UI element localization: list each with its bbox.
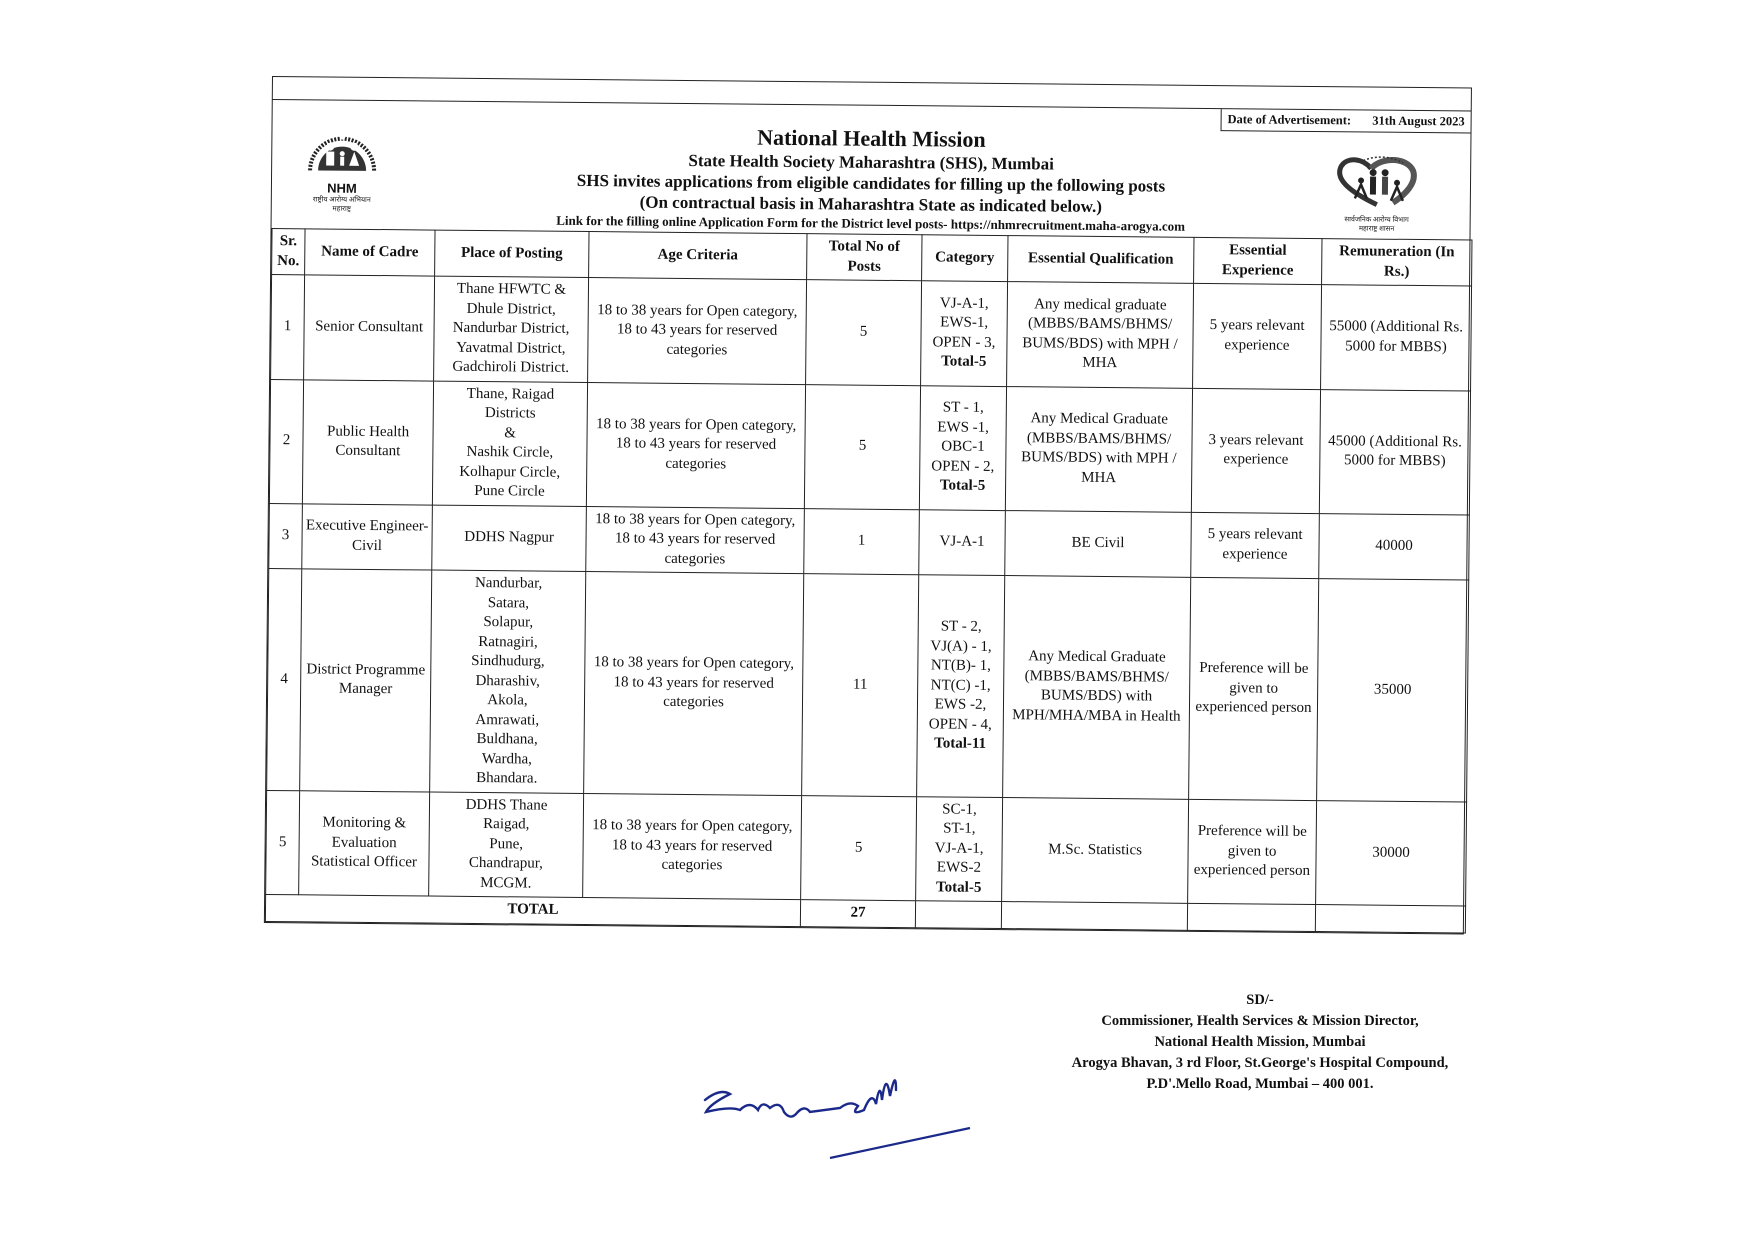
cell-age: 18 to 38 years for Open category, 18 to 43 years for reserved categories (586, 506, 805, 574)
invite-line: SHS invites applications from eligible candidates for filling up the following posts (576, 170, 1166, 196)
table-row (267, 568, 1469, 801)
category-line: ST - 1, (942, 399, 984, 417)
place-line: Gadchiroli District. (452, 358, 570, 376)
cell-category (921, 281, 1008, 386)
category-line: VJ-A-1, (934, 839, 984, 857)
column-header-category: Category (922, 235, 1008, 282)
column-header-qualification: Essential Qualification (1008, 236, 1194, 284)
cell-place (430, 570, 586, 793)
category-line: EWS -2, (934, 696, 987, 713)
place-line: Thane HFWTC & (456, 280, 567, 298)
place-line: Nandurbar District, (452, 319, 570, 337)
place-line: Dharashiv, (475, 672, 540, 690)
column-header-remuneration: Remuneration (In Rs.) (1322, 239, 1472, 286)
category-total: Total-5 (939, 477, 986, 495)
category-line: NT(C) -1, (930, 676, 991, 694)
category-line: ST - 2, (940, 618, 982, 635)
signatory-organization: National Health Mission, Mumbai (1154, 1034, 1366, 1050)
place-line: Satara, (487, 594, 530, 611)
health-department-logo (1322, 154, 1433, 234)
cell-cadre: Public Health Consultant (302, 379, 433, 504)
place-line: Ratnagiri, (478, 633, 538, 651)
cell-place (432, 505, 587, 572)
category-line: EWS-1, (940, 314, 989, 332)
category-total: Total-11 (934, 735, 987, 752)
category-line: EWS-2 (936, 859, 982, 876)
contract-line: (On contractual basis in Maharashtra State as indicated below.) (639, 192, 1103, 216)
cell-place (429, 792, 584, 898)
column-header-sr-no: Sr. No. (272, 229, 305, 275)
place-line: Dhule District, (466, 300, 556, 318)
cell-place (432, 381, 587, 506)
cell-qualification: BE Civil (1005, 510, 1192, 577)
place-line: Districts (484, 405, 536, 422)
signatory-address-1: Arogya Bhavan, 3 rd Floor, St.George's Hospital Compound, (1071, 1055, 1449, 1071)
place-line: DDHS Nagpur (464, 528, 554, 546)
place-line: Raigad, (483, 816, 530, 833)
document-frame (264, 99, 1472, 934)
cell-cadre: Monitoring & Evaluation Statistical Officer (299, 790, 430, 896)
total-posts: 27 (800, 900, 915, 928)
place-line: MCGM. (480, 874, 532, 892)
cell-qualification: Any Medical Graduate (MBBS/BAMS/BHMS/ BUMS/BDS) with MPH/MHA/MBA in Health (1003, 576, 1191, 799)
category-line: OBC-1 (941, 438, 985, 456)
health-logo-subtext-2: महाराष्ट्र शासन (1358, 224, 1395, 233)
category-line: OPEN - 3, (932, 334, 996, 351)
nhm-logo-subtext: राष्ट्रीय आरोग्य अभियान (312, 195, 371, 204)
advertisement-sheet (264, 76, 1472, 934)
cell-remuneration: 35000 (1317, 579, 1469, 802)
cell-sr-no: 2 (269, 379, 303, 503)
category-line: EWS -1, (937, 419, 990, 436)
cell-cadre: District Programme Manager (300, 569, 432, 792)
cell-experience: 3 years relevant experience (1191, 388, 1320, 513)
header-titles (272, 120, 1471, 237)
cell-qualification: Any Medical Graduate (MBBS/BAMS/BHMS/ BUMS/BDS) with MPH / MHA (1005, 386, 1192, 512)
place-line: Solapur, (483, 614, 534, 631)
place-line: Kolhapur Circle, (459, 463, 561, 481)
health-logo-subtext: सार्वजनिक आरोग्य विभाग (1344, 215, 1409, 224)
column-header-cadre: Name of Cadre (305, 229, 435, 276)
cell-posts: 11 (802, 574, 919, 797)
cell-experience: 5 years relevant experience (1193, 283, 1322, 389)
total-label: TOTAL (265, 894, 800, 926)
column-header-place: Place of Posting (435, 230, 589, 277)
column-header-posts: Total No of Posts (807, 234, 922, 281)
total-empty-cell (1315, 905, 1465, 933)
category-line: OPEN - 4, (928, 715, 992, 733)
signatory-address-2: P.D'.Mello Road, Mumbai – 400 001. (1146, 1076, 1374, 1092)
cell-category (917, 575, 1005, 797)
table-row (271, 275, 1472, 391)
cell-age: 18 to 38 years for Open category, 18 to 43 years for reserved categories (588, 278, 807, 385)
cell-experience: Preference will be given to experienced person (1188, 799, 1317, 905)
place-line: Chandrapur, (468, 854, 544, 872)
nhm-logo-subtext-2: महाराष्ट्र (332, 204, 352, 213)
cell-age: 18 to 38 years for Open category, 18 to 43 years for reserved categories (586, 382, 805, 508)
date-value: 31th August 2023 (1372, 113, 1465, 129)
total-empty-cell (915, 901, 1001, 928)
cell-remuneration: 45000 (Additional Rs. 5000 for MBBS) (1319, 389, 1470, 514)
handwritten-signature-icon (700, 1060, 990, 1170)
cell-sr-no: 3 (269, 503, 303, 569)
place-line: Buldhana, (476, 730, 538, 748)
total-empty-cell (1187, 903, 1315, 931)
document-header (272, 100, 1471, 239)
place-line: Amrawati, (475, 711, 540, 729)
cell-age: 18 to 38 years for Open category, 18 to 43 years for reserved categories (584, 572, 804, 796)
cell-experience: 5 years relevant experience (1191, 512, 1320, 579)
place-line: Thane, Raigad (466, 385, 555, 403)
cell-posts: 5 (804, 384, 920, 509)
place-line: Pune, (489, 835, 524, 852)
place-line: Bhandara. (476, 769, 538, 787)
cell-age: 18 to 38 years for Open category, 18 to 43 years for reserved categories (583, 793, 802, 900)
cell-experience: Preference will be given to experienced person (1189, 577, 1319, 800)
page-title: National Health Mission (757, 124, 986, 152)
date-label: Date of Advertisement: (1227, 112, 1352, 128)
category-line: NT(B)- 1, (930, 657, 991, 674)
cell-category (919, 385, 1006, 510)
place-line: Yavatmal District, (456, 339, 566, 357)
total-empty-cell (1001, 902, 1187, 930)
cell-category (916, 796, 1003, 901)
cell-place (434, 276, 589, 382)
sd-mark: SD/- (1246, 992, 1274, 1008)
cell-qualification: M.Sc. Statistics (1002, 797, 1189, 903)
table-row (266, 790, 1467, 906)
place-line: Akola, (487, 692, 528, 709)
place-line: DDHS Thane (465, 796, 548, 814)
category-total: Total-5 (941, 353, 987, 371)
place-line: Sindhudurg, (471, 652, 545, 670)
cell-category (919, 509, 1006, 575)
signature (700, 1060, 990, 1170)
table-row (269, 379, 1470, 515)
cell-posts: 5 (801, 795, 917, 901)
column-header-age: Age Criteria (589, 232, 807, 280)
cell-remuneration: 40000 (1319, 513, 1470, 580)
category-total: Total-5 (936, 878, 982, 896)
category-line: VJ-A-1 (939, 533, 985, 550)
category-line: VJ-A-1, (939, 295, 989, 312)
application-link-line[interactable]: Link for the filling online Application Form for the District level posts- https://nhmrecruitment.maha-arogya.com (556, 212, 1186, 234)
place-line: Wardha, (481, 750, 533, 768)
cell-remuneration: 55000 (Additional Rs. 5000 for MBBS) (1321, 285, 1472, 391)
signatory-block (1040, 990, 1480, 1095)
cell-posts: 1 (804, 508, 920, 575)
category-line: SC-1, (942, 800, 977, 818)
cell-sr-no: 4 (267, 568, 302, 790)
nhm-logo-text: NHM (327, 180, 357, 196)
table-body (266, 275, 1472, 906)
place-line: & (504, 424, 516, 441)
place-line: Nandurbar, (474, 574, 543, 592)
posts-table (265, 228, 1473, 933)
cell-sr-no: 5 (266, 790, 300, 895)
cell-cadre: Executive Engineer-Civil (302, 503, 433, 570)
cell-cadre: Senior Consultant (304, 275, 435, 381)
cell-posts: 5 (806, 280, 922, 386)
cell-remuneration: 30000 (1316, 800, 1467, 906)
page-subtitle: State Health Society Maharashtra (SHS), Mumbai (688, 151, 1055, 174)
cell-sr-no: 1 (271, 275, 305, 380)
place-line: Nashik Circle, (466, 443, 554, 461)
category-line: ST-1, (943, 820, 976, 837)
table-row (269, 503, 1470, 580)
public-health-department-logo-icon (1327, 154, 1428, 211)
category-line: VJ(A) - 1, (930, 637, 992, 655)
place-line: Pune Circle (474, 482, 545, 500)
category-line: OPEN - 2, (931, 458, 995, 475)
column-header-experience: Essential Experience (1194, 237, 1322, 284)
signatory-title: Commissioner, Health Services & Mission Director, (1101, 1013, 1419, 1029)
cell-qualification: Any medical graduate (MBBS/BAMS/BHMS/ BUMS/BDS) with MPH / MHA (1007, 282, 1194, 388)
